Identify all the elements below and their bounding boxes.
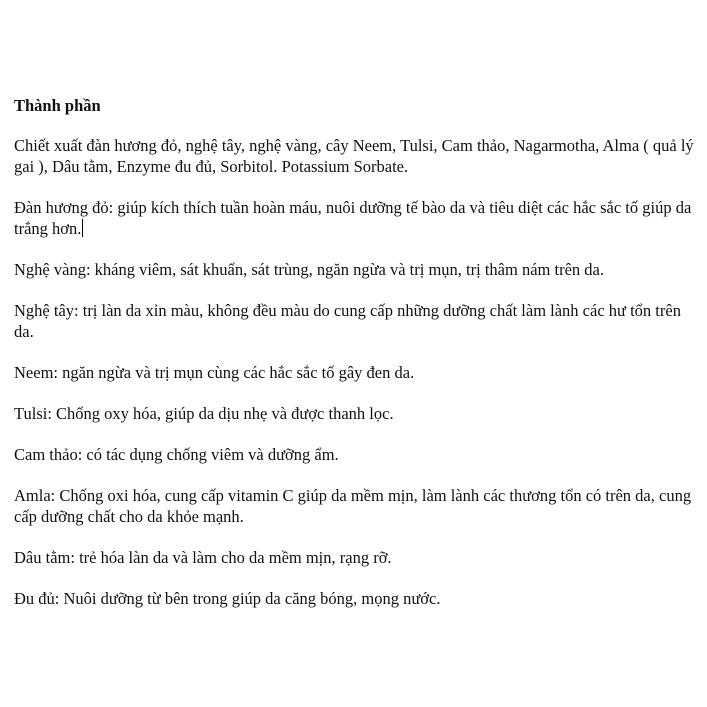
paragraph-tulsi <box>14 403 694 424</box>
paragraph-text: Nghệ vàng: kháng viêm, sát khuẩn, sát trùng, ngăn ngừa và trị mụn, trị thâm nám trên da. <box>14 260 604 279</box>
paragraph-text: Đu đủ: Nuôi dưỡng từ bên trong giúp da căng bóng, mọng nước. <box>14 589 441 608</box>
paragraph-papaya <box>14 588 694 609</box>
paragraph-saffron <box>14 300 694 342</box>
paragraph-licorice <box>14 444 694 465</box>
text-cursor <box>82 219 83 237</box>
section-heading: Thành phần <box>14 96 101 115</box>
paragraph-amla <box>14 485 694 527</box>
paragraph-text: Neem: ngăn ngừa và trị mụn cùng các hắc sắc tố gây đen da. <box>14 363 415 382</box>
paragraph-turmeric <box>14 259 694 280</box>
paragraph-mulberry <box>14 547 694 568</box>
paragraph-text: Chiết xuất đàn hương đỏ, nghệ tây, nghệ vàng, cây Neem, Tulsi, Cam thảo, Nagarmotha, Alma ( quả lý gai ), Dâu tằm, Enzyme đu đủ, Sorbitol. Potassium Sorbate. <box>14 136 694 176</box>
paragraph-text: Tulsi: Chống oxy hóa, giúp da dịu nhẹ và được thanh lọc. <box>14 404 394 423</box>
paragraph-text: Cam thảo: có tác dụng chống viêm và dưỡng ẩm. <box>14 445 339 464</box>
paragraph-text: Amla: Chống oxi hóa, cung cấp vitamin C giúp da mềm mịn, làm lành các thương tổn có trên da, cung cấp dưỡng chất cho da khỏe mạnh. <box>14 486 692 526</box>
paragraph-neem <box>14 362 694 383</box>
ingredients-list <box>14 135 694 177</box>
paragraph-text: Nghệ tây: trị làn da xỉn màu, không đều màu do cung cấp những dưỡng chất làm lành các hư tổn trên da. <box>14 301 681 341</box>
paragraph-text: Đàn hương đỏ: giúp kích thích tuần hoàn máu, nuôi dưỡng tế bào da và tiêu diệt các hắc sắc tố giúp da trắng hơn. <box>14 198 692 238</box>
paragraph-text: Dâu tằm: trẻ hóa làn da và làm cho da mềm mịn, rạng rỡ. <box>14 548 392 567</box>
paragraph-red-sandalwood <box>14 197 694 239</box>
document-body <box>14 95 694 629</box>
